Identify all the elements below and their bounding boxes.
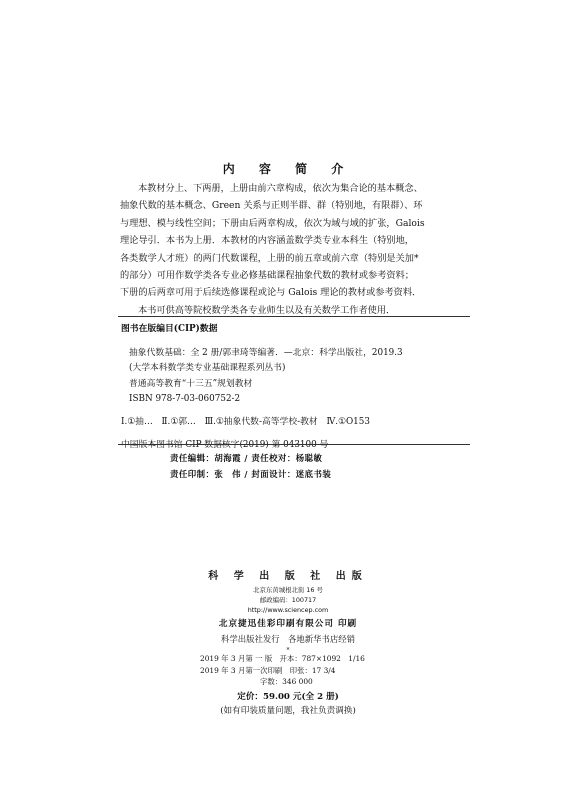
intro-line: 各类数学人才班）的两门代数课程，上册的前五章或前六章（特别是关加* [120, 252, 419, 264]
divider-top [118, 316, 470, 317]
bullet-mark: * [286, 647, 290, 654]
cip-line: ISBN 978-7-03-060752-2 [129, 394, 241, 405]
intro-line: 的部分）可用作数学类各专业必修基础课程抽象代数的教材或参考资料； [120, 270, 414, 282]
edition-line: 2019 年 3 月第 一 版 开本：787×1092 1/16 [200, 654, 365, 663]
cip-number: 中国版本图书馆 CIP 数据核字(2019) 第 043100 号 [121, 439, 329, 450]
intro-paragraph [120, 180, 460, 319]
publisher-name: 科 学 出 版 社 出版 [208, 571, 368, 582]
intro-line: 抽象代数的基本概念、Green 关系与正则半群、群（特别地，有限群）、环 [120, 200, 423, 212]
editors-block [170, 450, 470, 482]
quality-note: (如有印装质量问题，我社负责调换) [220, 706, 356, 716]
publisher-postcode: 邮政编码：100717 [259, 596, 317, 604]
page-title: 内 容 简 介 [222, 162, 354, 176]
cip-classification: Ⅰ.①抽… Ⅱ.①郭… Ⅲ.①抽象代数-高等学校-教材 Ⅳ.①O153 [121, 416, 370, 427]
cip-block [121, 322, 466, 453]
intro-line: 与理想、模与线性空间；下册由后两章构成，依次为域与域的扩张，Galois [120, 217, 425, 229]
intro-line: 理论导引．本书为上册．本教材的内容涵盖数学类专业本科生（特别地， [120, 235, 414, 247]
cip-line: 普通高等教育“十三五”规划教材 [129, 378, 253, 389]
distribution-line: 科学出版社发行 各地新华书店经销 [221, 634, 355, 644]
edition-line: 字数：346 000 [260, 677, 313, 687]
price-block [0, 690, 576, 718]
divider-bottom [118, 444, 470, 445]
editors-line: 责任编辑：胡海霞 / 责任校对：杨聪敏 [170, 453, 323, 463]
cip-line: 抽象代数基础：全 2 册/郭聿琦等编著．—北京：科学出版社，2019.3 [129, 347, 403, 358]
publisher-block [0, 569, 576, 655]
cip-line: (大学本科数学类专业基础课程系列丛书) [129, 363, 286, 374]
edition-line: 2019 年 3 月第一次印刷 印张：17 3/4 [200, 665, 336, 675]
editors-line: 责任印制：张 伟 / 封面设计：迷底书装 [170, 469, 332, 479]
price-line: 定价：59.00 元(全 2 册) [237, 692, 339, 702]
publisher-website: http://www.sciencep.com [247, 606, 329, 614]
edition-block [200, 653, 400, 688]
printer-line: 北京捷迅佳彩印刷有限公司 印刷 [218, 619, 358, 629]
intro-line: 本教材分上、下两册，上册由前六章构成，依次为集合论的基本概念、 [138, 183, 423, 194]
intro-line: 本书可供高等院校数学类各专业师生以及有关数学工作者使用． [138, 304, 396, 316]
intro-line: 下册的后两章可用于后续选修课程或论与 Galois 理论的教材或参考资料． [120, 287, 422, 299]
cip-heading: 图书在版编目(CIP)数据 [121, 324, 218, 334]
publisher-address: 北京东黄城根北街 16 号 [253, 586, 323, 594]
